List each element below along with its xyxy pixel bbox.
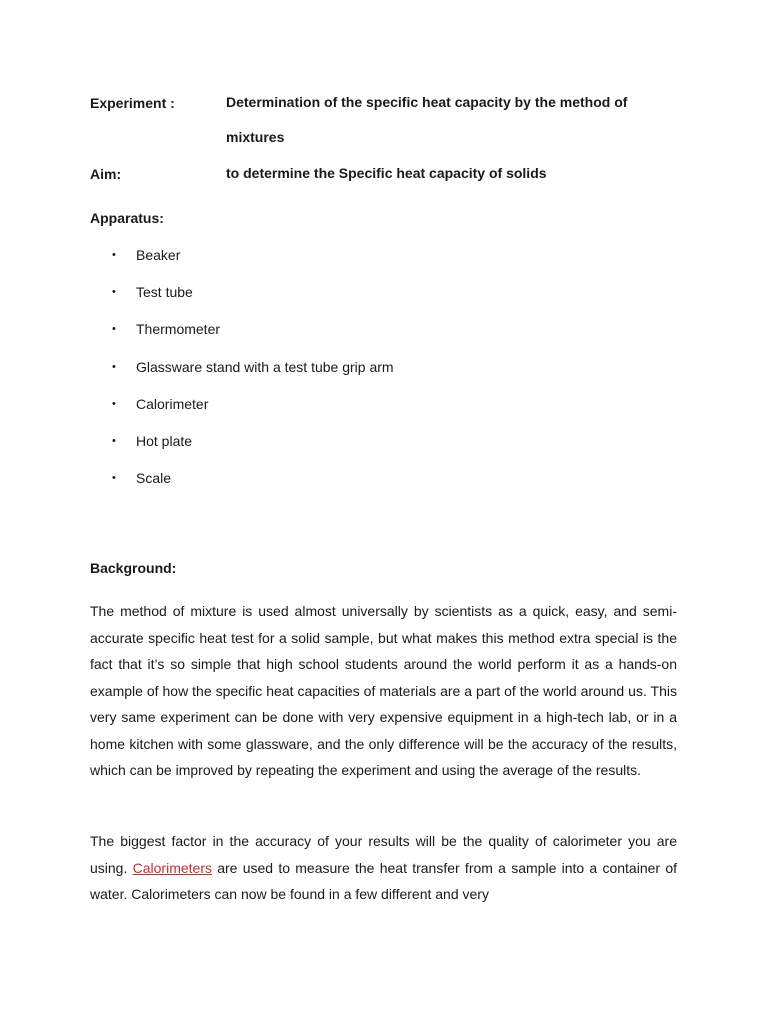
list-item-label: Beaker xyxy=(136,247,181,263)
list-item-label: Glassware stand with a test tube grip arm xyxy=(136,358,394,375)
list-item-label: Thermometer xyxy=(136,321,221,338)
list-item xyxy=(90,319,394,356)
bullet-icon: • xyxy=(112,323,116,336)
list-item xyxy=(90,245,394,282)
list-item-label: Test tube xyxy=(136,284,193,301)
experiment-label: Experiment : xyxy=(90,95,175,111)
aim-label: Aim: xyxy=(90,166,122,182)
background-paragraph-1: The method of mixture is used almost universally by scientists as a quick, easy, and semi-accurate specific heat test for a solid sample, but what makes this method extra special is the fact that it’s so simple that high school students around the world perform it as a hands-on example of how the specific heat capacities of materials are a part of the world around us. This very same experiment can be done with very expensive equipment in a high-tech lab, or in a home kitchen with some glassware, and the only difference will be the accuracy of the results, which can be improved by repeating the experiment and using the average of the results. xyxy=(90,603,677,778)
list-item xyxy=(90,357,394,394)
background-paragraph-2 xyxy=(90,828,677,908)
bullet-icon: • xyxy=(112,434,116,447)
background-heading: Background: xyxy=(90,560,177,576)
apparatus-heading: Apparatus: xyxy=(90,210,164,226)
list-item xyxy=(90,282,394,319)
calorimeters-link[interactable]: Calorimeters xyxy=(132,859,212,876)
apparatus-list xyxy=(90,245,394,505)
paragraph-text: are used to measure the heat transfer from a sample into a container of water. Calorimeters can now be found in a few different and very xyxy=(90,859,677,902)
paragraph-text: The biggest factor in the accuracy of your results will be the quality of calorimeter you are using. xyxy=(90,833,677,876)
bullet-icon: • xyxy=(112,472,116,485)
list-item xyxy=(90,468,394,505)
experiment-value: Determination of the specific heat capacity by the method of mixtures xyxy=(226,94,628,145)
list-item xyxy=(90,431,394,468)
list-item-label: Hot plate xyxy=(136,432,193,449)
list-item xyxy=(90,394,394,431)
list-item-label: Scale xyxy=(136,470,172,487)
list-item-label: Calorimeter xyxy=(136,395,209,412)
bullet-icon: • xyxy=(112,286,116,299)
bullet-icon: • xyxy=(112,249,116,261)
bullet-icon: • xyxy=(112,397,116,410)
aim-value: to determine the Specific heat capacity of solids xyxy=(226,165,547,181)
bullet-icon: • xyxy=(112,360,116,373)
